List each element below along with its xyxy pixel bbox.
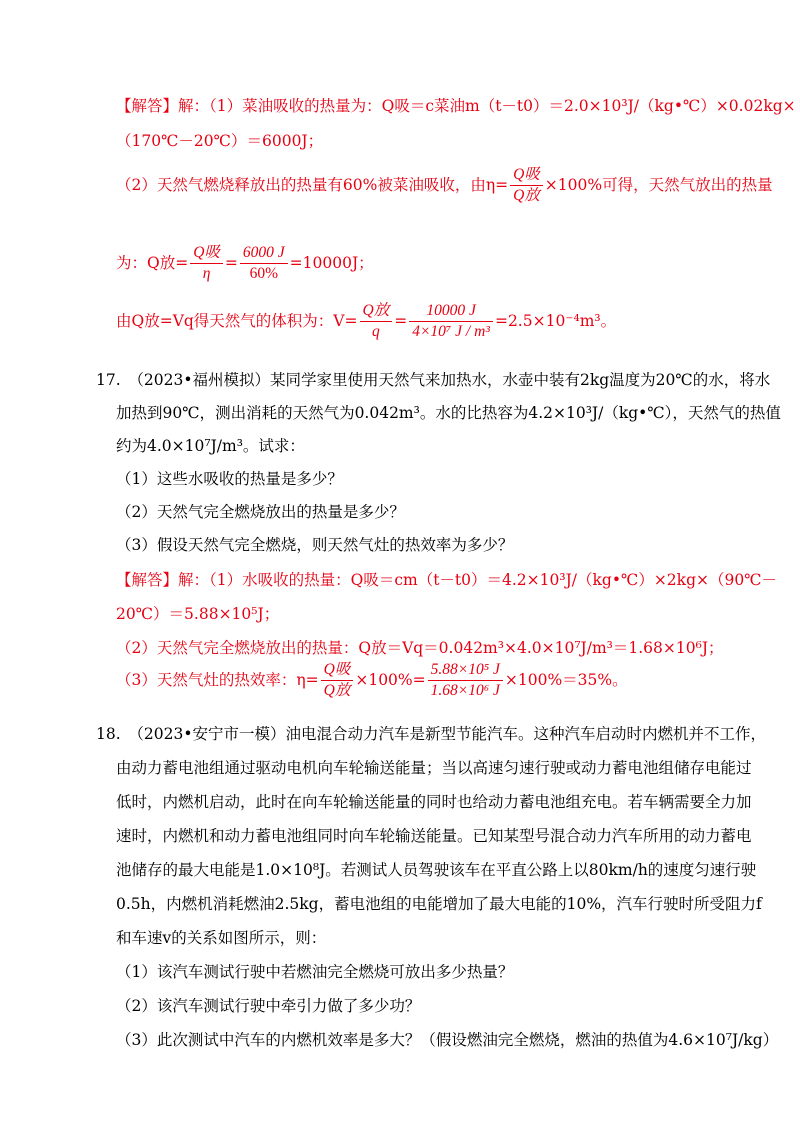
fraction-numerator: Q吸	[321, 660, 354, 681]
question18-line6: 0.5h，内燃机消耗燃油2.5kg，蓄电池组的电能增加了最大电能的10%，汽车行驶时所受阻力f	[116, 895, 762, 913]
efficiency-fraction-numeric	[428, 660, 503, 701]
answer17-line4-text-b: ×100%=	[355, 671, 426, 689]
answer16-line3	[116, 156, 773, 214]
answer16-line2: （170℃－20℃）＝6000J；	[116, 132, 324, 150]
volume-fraction-numeric	[409, 301, 493, 342]
efficiency-fraction-symbolic	[321, 660, 354, 701]
answer17-line1: 【解答】解：（1）水吸收的热量：Q吸＝cm（t－t0）＝4.2×10³J/（kg•℃）×2kg×（90℃－	[116, 571, 778, 589]
question18-sub2: （2）该汽车测试行驶中牵引力做了多少功？	[116, 997, 421, 1015]
efficiency-fraction	[510, 165, 543, 206]
question18-line2: 由动力蓄电池组通过驱动电机向车轮输送能量；当以高速匀速行驶或动力蓄电池组储存电能过	[116, 759, 752, 777]
fraction-denominator: q	[371, 322, 380, 340]
fraction-numerator: 10000 J	[409, 301, 493, 322]
question17-sub3: （3）假设天然气完全燃烧，则天然气灶的热效率为多少？	[116, 536, 514, 554]
fraction-numerator: Q吸	[190, 243, 223, 264]
answer17-line3: （2）天然气完全燃烧放出的热量：Q放＝Vq＝0.042m³×4.0×10⁷J/m³＝1.68×10⁶J；	[116, 639, 724, 657]
volume-fraction-symbolic	[360, 301, 393, 342]
question17-line2: 加热到90℃，测出消耗的天然气为0.042m³。水的比热容为4.2×10³J/（kg•℃），天然气的热值	[116, 404, 781, 422]
question18-line4: 速时，内燃机和动力蓄电池组同时向车轮输送能量。已知某型号混合动力汽车所用的动力蓄电	[116, 827, 752, 845]
question18-sub3: （3）此次测试中汽车的内燃机效率是多大？（假设燃油完全燃烧，燃油的热值为4.6×10⁷J/kg）	[116, 1031, 779, 1049]
fraction-denominator: 1.68×10⁶ J	[430, 681, 500, 699]
equals-sign: =	[224, 254, 238, 272]
answer17-line4-text-a: （3）天然气灶的热效率：η=	[116, 671, 319, 689]
fraction-denominator: Q放	[513, 186, 540, 204]
fraction-numerator: Q放	[360, 301, 393, 322]
question17-sub2: （2）天然气完全燃烧放出的热量是多少？	[116, 503, 405, 521]
question18-line5: 池储存的最大电能是1.0×10⁸J。若测试人员驾驶该车在平直公路上以80km/h的速度匀速行驶	[116, 861, 757, 879]
fraction-numerator: Q吸	[510, 165, 543, 186]
answer16-line4-text-a: 为：Q放=	[116, 254, 189, 272]
fraction-denominator: 4×10⁷ J / m³	[412, 322, 490, 340]
question17-line3: 约为4.0×10⁷J/m³。试求：	[116, 437, 305, 455]
answer16-line4	[116, 238, 374, 288]
answer16-line3-text-a: （2）天然气燃烧释放出的热量有60%被菜油吸收，由η=	[116, 176, 509, 194]
fraction-denominator: Q放	[323, 681, 351, 699]
question18-sub1: （1）该汽车测试行驶中若燃油完全燃烧可放出多少热量？	[116, 963, 514, 981]
answer17-line4	[116, 652, 628, 708]
answer16-line5	[116, 295, 616, 347]
q-release-fraction-symbolic	[190, 243, 223, 284]
fraction-numerator: 6000 J	[240, 243, 288, 264]
question18-line1: 18. （2023•安宁市一模）油电混合动力汽车是新型节能汽车。这种汽车启动时内燃机并不工作，	[96, 725, 766, 743]
question18-line3: 低时，内燃机启动，此时在向车轮输送能量的同时也给动力蓄电池组充电。若车辆需要全力加	[116, 793, 752, 811]
answer16-line1: 【解答】解：（1）菜油吸收的热量为：Q吸＝c菜油m（t－t0）＝2.0×10³J/（kg•℃）×0.02kg×	[116, 97, 796, 115]
question17-line1: 17. （2023•福州模拟）某同学家里使用天然气来加热水，水壶中装有2kg温度为20℃的水，将水	[96, 371, 771, 389]
fraction-denominator: 60%	[249, 264, 278, 282]
answer16-line5-text-a: 由Q放=Vq得天然气的体积为：V=	[116, 312, 358, 330]
answer16-line4-text-b: =10000J；	[289, 254, 374, 272]
equals-sign: =	[394, 312, 408, 330]
answer17-line4-text-c: ×100%＝35%。	[504, 671, 628, 689]
question17-sub1: （1）这些水吸收的热量是多少？	[116, 470, 343, 488]
question18-line7: 和车速v的关系如图所示，则：	[116, 929, 327, 947]
answer16-line5-text-b: =2.5×10⁻⁴m³。	[494, 312, 617, 330]
answer17-line2: 20℃）＝5.88×10⁵J；	[116, 605, 280, 623]
answer16-line3-text-b: ×100%可得，天然气放出的热量	[544, 176, 773, 194]
fraction-numerator: 5.88×10⁵ J	[428, 660, 503, 681]
fraction-denominator: η	[202, 264, 211, 282]
q-release-fraction-numeric	[240, 243, 288, 284]
